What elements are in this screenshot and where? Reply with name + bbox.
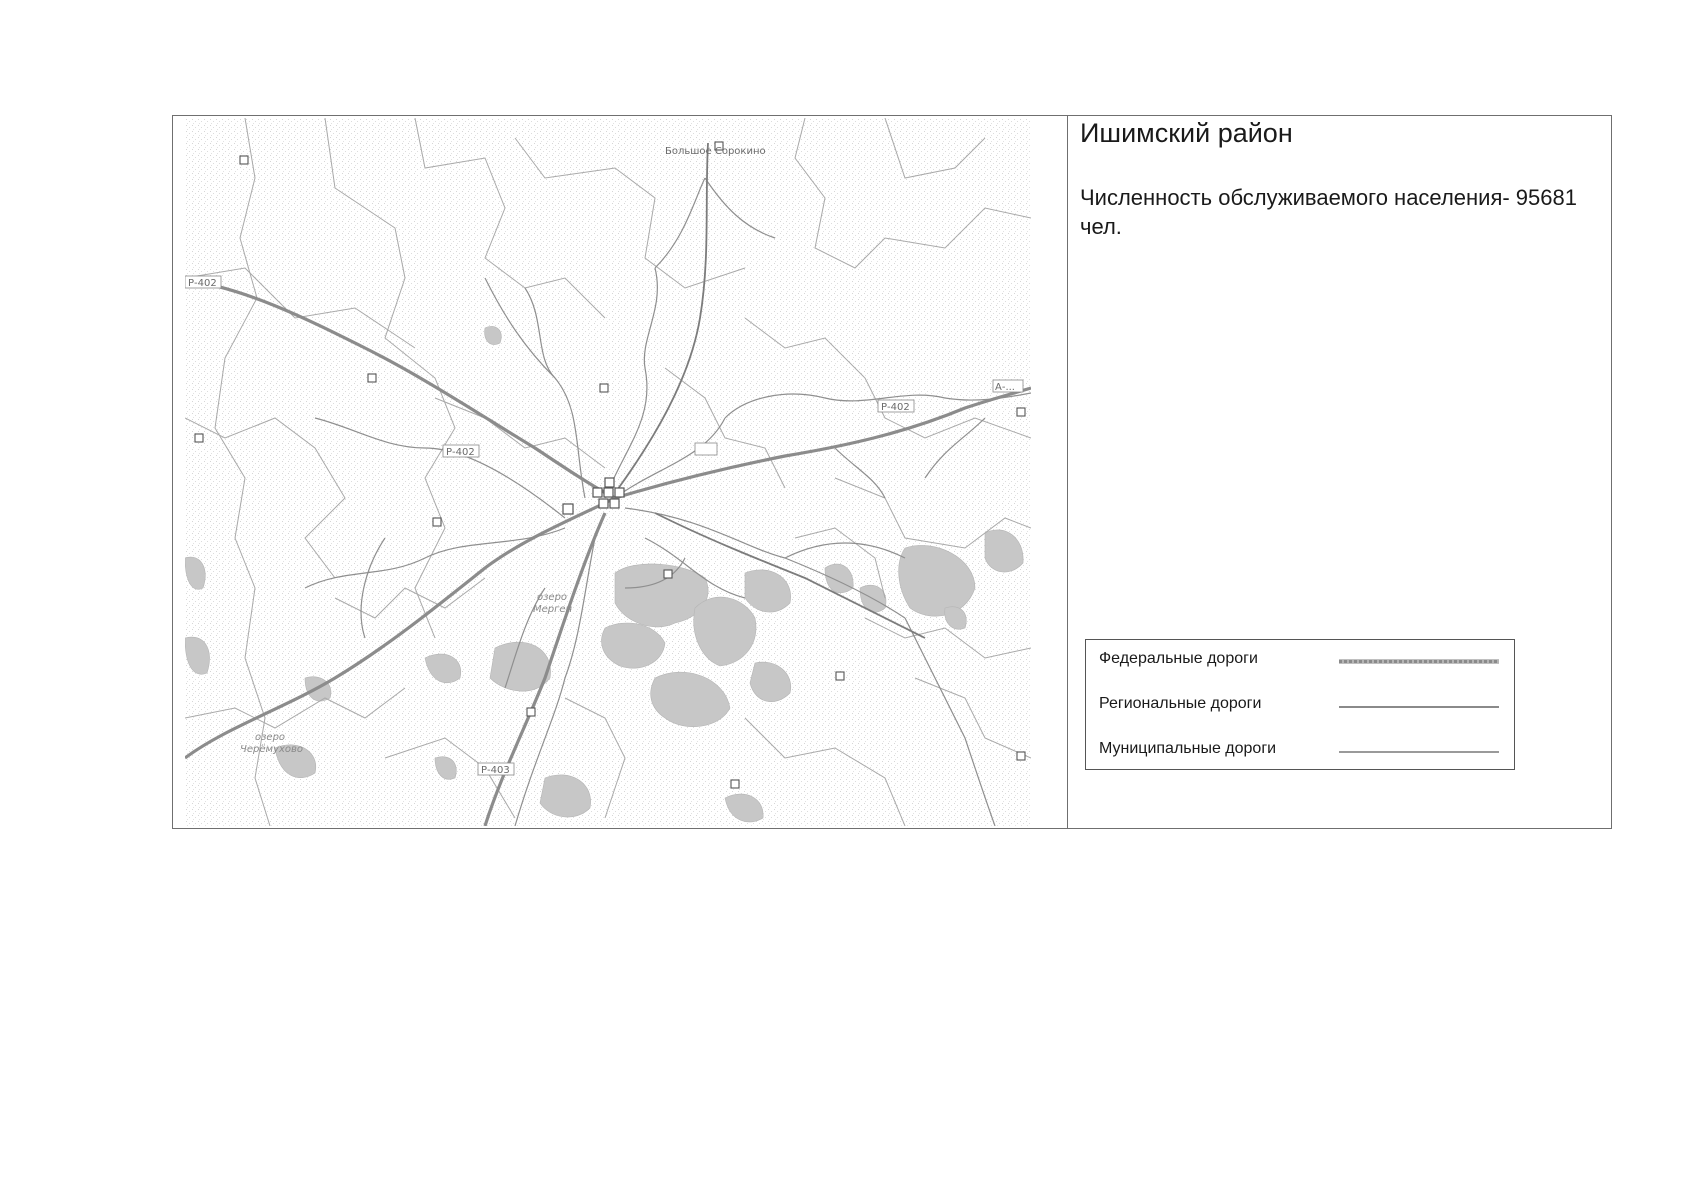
legend-swatch-regional	[1339, 706, 1499, 708]
road-label-a-east: А-...	[995, 382, 1015, 393]
legend-item-municipal	[1099, 740, 1509, 764]
district-map	[185, 118, 1031, 826]
place-label-lake-cheremukhovo-line2: Черёмухово	[240, 744, 304, 755]
legend-swatch-federal	[1339, 659, 1499, 664]
road-label-r402-east: Р-402	[881, 402, 910, 413]
info-panel	[1068, 116, 1611, 828]
district-title: Ишимский район	[1080, 118, 1293, 148]
place-label-lake-cheremukhovo-line1: озеро	[255, 732, 286, 743]
population-text: Численность обслуживаемого населения- 95681 чел.	[1080, 185, 1577, 239]
road-label-r402-west: Р-402	[188, 278, 217, 289]
map-background	[185, 118, 1031, 826]
map-sheet-frame	[172, 115, 1612, 829]
legend-swatch-municipal	[1339, 751, 1499, 753]
place-label-lake-mergen-line2: Мерген	[533, 604, 573, 615]
legend-item-regional	[1099, 695, 1509, 719]
legend-label-municipal: Муниципальные дороги	[1099, 740, 1277, 757]
map-panel	[173, 116, 1068, 828]
place-label-bolshoe-sorokino: Большое Сорокино	[665, 146, 766, 157]
legend-label-regional: Региональные дороги	[1099, 695, 1262, 712]
legend-label-federal: Федеральные дороги	[1099, 650, 1258, 667]
map-legend	[1085, 639, 1515, 770]
road-label-r402-center: Р-402	[446, 447, 475, 458]
place-label-lake-mergen-line1: озеро	[537, 592, 568, 603]
road-label-r403-south: Р-403	[481, 765, 510, 776]
legend-item-federal	[1099, 650, 1509, 674]
